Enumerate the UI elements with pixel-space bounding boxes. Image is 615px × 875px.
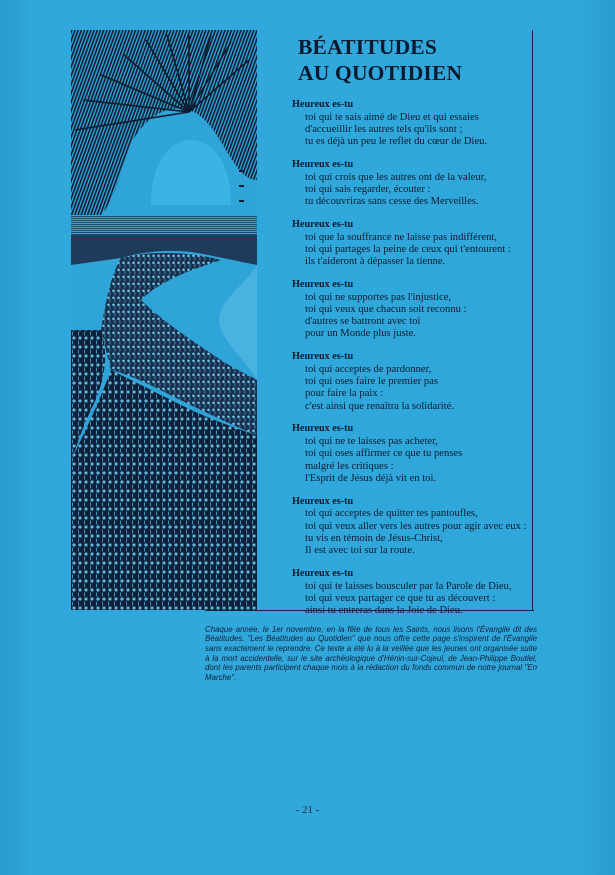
title-line-2: AU QUOTIDIEN	[298, 61, 463, 85]
verse-line: toi que la souffrance ne laisse pas indifférent,	[305, 231, 497, 243]
stanza	[292, 351, 532, 413]
verse-line: pour un Monde plus juste.	[305, 328, 416, 340]
verse-line: toi qui ne supportes pas l'injustice,	[305, 291, 452, 303]
page-number: - 21 -	[295, 804, 320, 816]
page-title	[298, 34, 462, 86]
verse-line: toi qui te sais aimé de Dieu et qui essaies	[305, 111, 479, 123]
verse-line: l'Esprit de Jésus déjà vit en toi.	[305, 472, 437, 484]
poem	[292, 99, 532, 628]
verse-line: ainsi tu entreras dans la Joie de Dieu.	[305, 604, 463, 616]
title-line-1: BÉATITUDES	[298, 35, 438, 59]
vertical-divider	[532, 30, 533, 610]
verse-line: tu découvriras sans cesse des Merveilles.	[305, 196, 479, 208]
verse-line: malgré les critiques :	[305, 460, 394, 472]
verse-line: ils t'aideront à dépasser la tienne.	[305, 256, 446, 268]
stanza-heading: Heureux es-tu	[292, 495, 354, 507]
verse-line: c'est ainsi que renaîtra la solidarité.	[305, 400, 454, 412]
verse-line: toi qui acceptes de quitter tes pantoufles,	[305, 508, 478, 520]
verse-line: toi qui partages la peine de ceux qui t'entourent :	[305, 243, 511, 255]
stanza-heading: Heureux es-tu	[292, 159, 354, 170]
verse-line: toi qui acceptes de pardonner,	[305, 363, 432, 375]
verse-line: toi qui crois que les autres ont de la valeur,	[305, 171, 487, 183]
verse-line: toi qui sais regarder, écouter :	[305, 183, 431, 195]
stanza	[292, 568, 532, 617]
stanza	[292, 423, 532, 485]
verse-line: pour faire la paix :	[305, 388, 384, 400]
verse-line: Il est avec toi sur la route.	[305, 544, 415, 556]
stanza	[292, 99, 532, 148]
stanza-heading: Heureux es-tu	[292, 99, 354, 110]
verse-line: toi qui oses faire le premier pas	[305, 376, 438, 388]
stanza	[292, 496, 532, 558]
crowd-sun-illustration	[71, 30, 257, 610]
stanza	[292, 159, 532, 208]
stanza	[292, 279, 532, 341]
stanza	[292, 219, 532, 268]
verse-line: tu vis en témoin de Jésus-Christ,	[305, 532, 443, 544]
verse-line: toi qui veux aller vers les autres pour agir avec eux :	[305, 520, 527, 532]
verse-line: d'accueillir les autres tels qu'ils sont ;	[305, 123, 463, 135]
verse-line: toi qui veux que chacun soit reconnu :	[305, 303, 467, 315]
verse-line: toi qui ne te laisses pas acheter,	[305, 436, 438, 448]
stanza-heading: Heureux es-tu	[292, 423, 354, 435]
verse-line: tu es déjà un peu le reflet du cœur de Dieu.	[305, 136, 488, 148]
stanza-heading: Heureux es-tu	[292, 279, 354, 290]
stanza-heading: Heureux es-tu	[292, 219, 354, 230]
stanza-heading: Heureux es-tu	[292, 567, 354, 579]
verse-line: toi qui te laisses bousculer par la Parole de Dieu,	[305, 580, 512, 592]
verse-line: toi qui veux partager ce que tu as découvert :	[305, 592, 496, 604]
caption-note: Chaque année, le 1er novembre, en la fête de tous les Saints, nous lisons l'Évangile dit des Béatitudes. "Les Béatitudes au Quotidien" que nous offre cette page s'inspirent de l'Évangile sans exactement le reprendre. Ce texte a été lu à la veillée que les jeunes ont organisée suite à la mort accidentelle, sur le site archéologique d'Hénin-sur-Cojeul, de Jean-Philippe Boutlel, dont les parents participent chaque mois à la rédaction du fonds commun de notre journal "En Marche".	[205, 624, 537, 682]
verse-line: d'autres se battront avec toi	[305, 316, 421, 328]
verse-line: toi qui oses affirmer ce que tu penses	[305, 448, 463, 460]
stanza-heading: Heureux es-tu	[292, 351, 354, 363]
